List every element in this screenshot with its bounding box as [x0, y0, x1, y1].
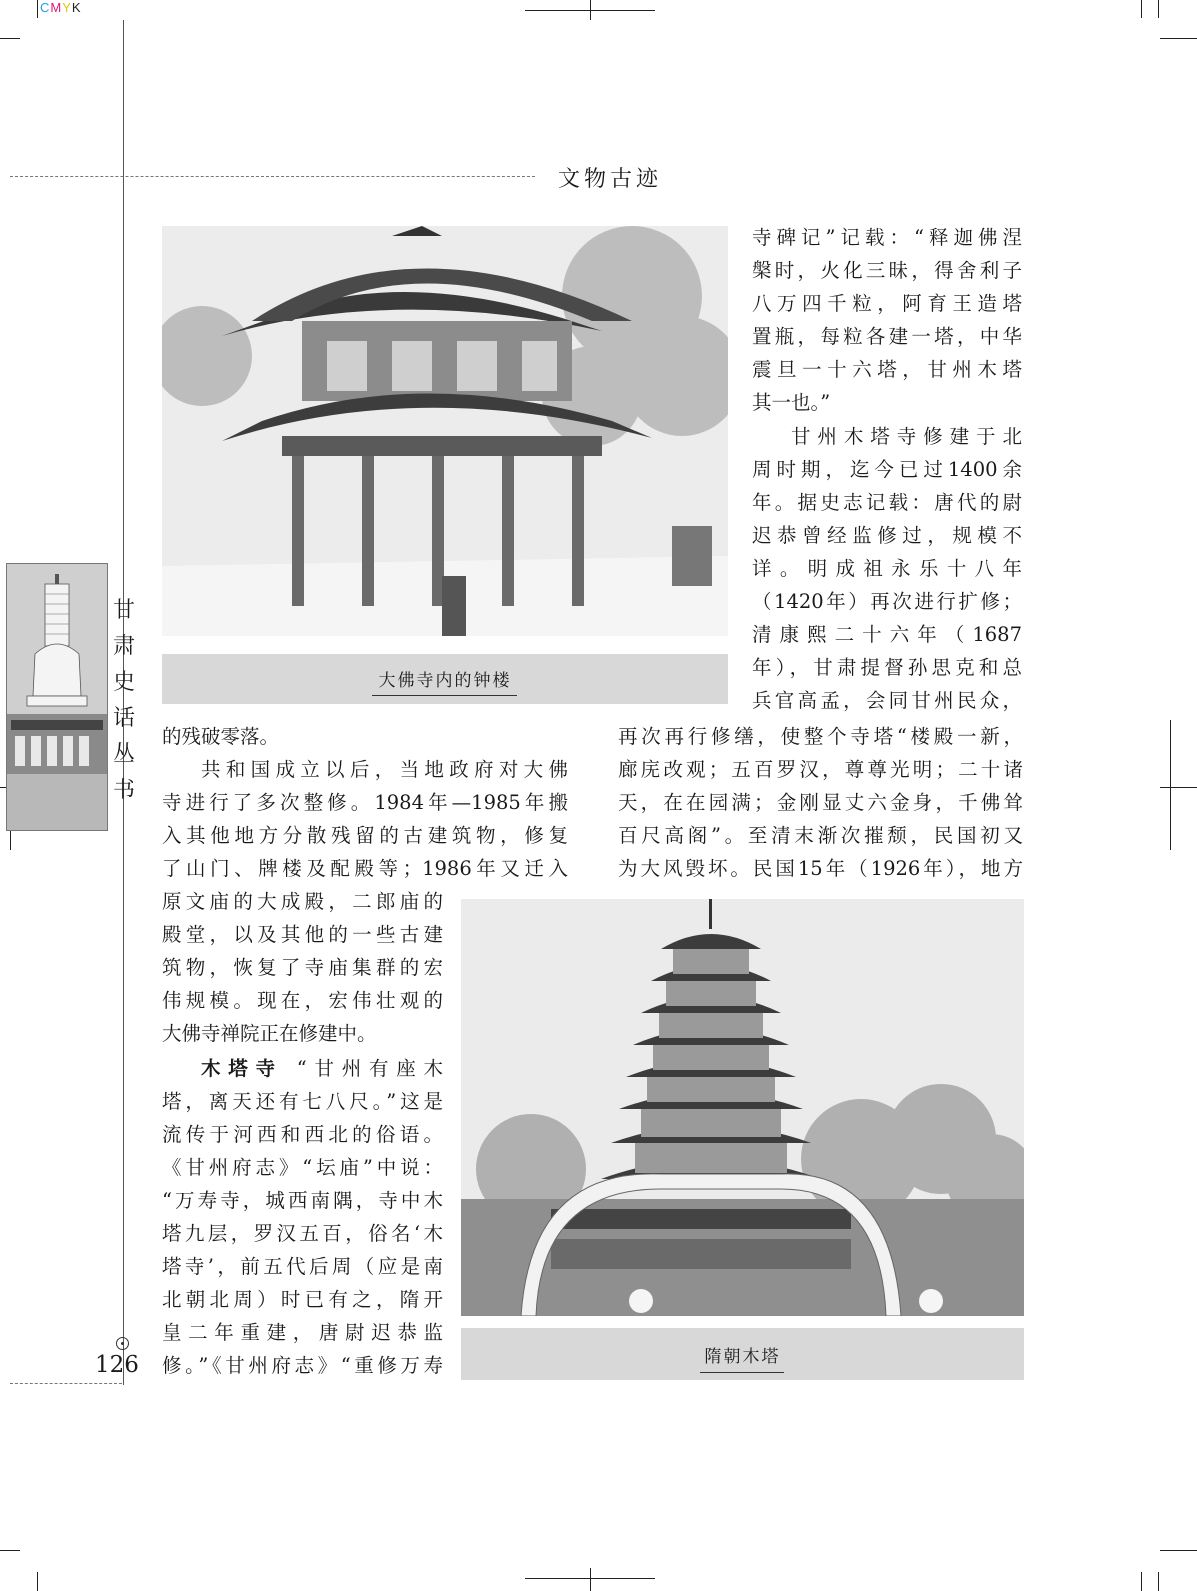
text-line: 年。据史志记载：唐代的尉	[752, 491, 1022, 514]
text-line: “万寿寺，城西南隅，寺中木	[162, 1189, 443, 1212]
text-line: （1420年）再次进行扩修；	[752, 590, 1022, 613]
text-line: 入其他地方分散残留的古建筑物，修复	[162, 824, 568, 847]
text-line: 置瓶，每粒各建一塔，中华	[752, 325, 1022, 348]
page-number: 126	[95, 1352, 139, 1378]
crop-mark-bc-v	[590, 1568, 591, 1591]
text-line: 塔九层，罗汉五百，俗名‘木	[162, 1222, 443, 1245]
text-line: 的残破零落。	[162, 725, 280, 748]
text-line: 共和国成立以后，当地政府对大佛	[201, 758, 568, 781]
text-line: 详。明成祖永乐十八年	[752, 557, 1022, 580]
series-title-vertical	[108, 593, 140, 809]
text-line: 筑物，恢复了寺庙集群的宏	[162, 956, 443, 979]
text-line: 甘州木塔寺修建于北	[791, 425, 1022, 448]
text-line: 周时期，迄今已过1400余	[752, 458, 1022, 481]
caption-rule-wooden-pagoda	[700, 1372, 784, 1373]
text-line: 其一也。”	[752, 391, 831, 414]
series-char: 丛	[112, 742, 135, 767]
text-line: 塔，离天还有七八尺。”这是	[162, 1090, 443, 1113]
text-line: 震旦一十六塔，甘州木塔	[752, 358, 1022, 381]
caption-bell-tower: 大佛寺内的钟楼	[378, 671, 512, 691]
caption-wooden-pagoda: 隋朝木塔	[704, 1347, 781, 1367]
cmyk-m: M	[50, 0, 63, 15]
crop-mark-tc-v	[590, 0, 591, 20]
paragraph-right-top	[752, 221, 1022, 419]
header-dashed-rule	[10, 176, 535, 177]
crop-mark-bl-h	[0, 1550, 20, 1551]
photo-wooden-pagoda	[461, 899, 1024, 1316]
series-char: 书	[112, 778, 135, 803]
text-line	[162, 1052, 443, 1085]
paragraph-left-narrow-1	[162, 885, 443, 1050]
crop-mark-bl-v	[37, 1572, 38, 1591]
text-line: 《甘州府志》“坛庙”中说：	[162, 1156, 443, 1179]
crop-mark-tr-h	[1160, 38, 1197, 39]
series-char: 史	[112, 670, 135, 695]
text-line: 寺进行了多次整修。1984年—1985年搬	[162, 791, 568, 814]
text-line: 天，在在园满；金刚显丈六金身，千佛耸	[618, 791, 1023, 814]
text-line: 修。”《甘州府志》“重修万寿	[162, 1354, 443, 1377]
text-line: 寺碑记”记载：“释迦佛涅	[752, 226, 1022, 249]
text-line: 迟恭曾经监修过，规模不	[752, 524, 1022, 547]
crop-mark-tr-v1	[1141, 0, 1142, 18]
page-ornament-icon	[116, 1337, 129, 1350]
text-line: 皇二年重建，唐尉迟恭监	[162, 1321, 443, 1344]
text-line: 槃时，火化三昧，得舍利子	[752, 259, 1022, 282]
photo-bell-tower	[162, 226, 728, 636]
crop-mark-br-v1	[1141, 1572, 1142, 1591]
text-line: 廊庑改观；五百罗汉，尊尊光明；二十诸	[618, 758, 1023, 781]
text-line: 年），甘肃提督孙思克和总	[752, 656, 1022, 679]
text-line: 大佛寺禅院正在修建中。	[162, 1022, 377, 1045]
crop-mark-mr-h	[1160, 787, 1197, 788]
crop-mark-mr-v	[1170, 720, 1171, 850]
paragraph-left-first	[162, 720, 582, 753]
text-line: 百尺高阁”。至清末渐次摧颓，民国初又	[618, 824, 1023, 847]
side-thumbnail-stupa	[6, 563, 108, 831]
text-line: 为大风毁坏。民国15年（1926年），地方	[618, 857, 1023, 880]
text-line: 再次再行修缮，使整个寺塔“楼殿一新，	[618, 725, 1023, 748]
paragraph-right-mid	[752, 420, 1022, 717]
series-char: 甘	[112, 598, 135, 623]
paragraph-right-wide	[618, 720, 1023, 885]
paragraph-mutasi	[162, 1052, 443, 1382]
text-line: 殿堂，以及其他的一些古建	[162, 923, 443, 946]
cmyk-c: C	[40, 0, 51, 15]
text-line: 了山门、牌楼及配殿等；1986年又迁入	[162, 857, 568, 880]
crop-mark-tl-h	[0, 38, 20, 39]
text-line: 北朝北周）时已有之，隋开	[162, 1288, 443, 1311]
text-line: 八万四千粒，阿育王造塔	[752, 292, 1022, 315]
crop-mark-br-h	[1160, 1550, 1197, 1551]
text-line: 伟规模。现在，宏伟壮观的	[162, 989, 443, 1012]
running-header: 文物古迹	[558, 167, 663, 192]
cmyk-registration	[40, 0, 82, 15]
heading-mutasi: 木塔寺	[201, 1057, 283, 1080]
crop-mark-br-v2	[1158, 1572, 1159, 1591]
text-line: 清康熙二十六年（1687	[752, 623, 1022, 646]
text-fragment: “甘州有座木	[296, 1057, 443, 1080]
text-line: 兵官高孟，会同甘州民众，	[752, 689, 1022, 712]
text-line: 原文庙的大成殿，二郎庙的	[162, 890, 443, 913]
text-line: 塔寺’，前五代后周（应是南	[162, 1255, 443, 1278]
crop-mark-tr-v2	[1158, 0, 1159, 18]
series-char: 肃	[112, 634, 135, 659]
caption-rule-bell-tower	[372, 695, 517, 696]
paragraph-left-2	[162, 753, 568, 885]
cmyk-y: Y	[62, 0, 72, 15]
text-line: 流传于河西和西北的俗语。	[162, 1123, 443, 1146]
crop-mark-tl-v	[37, 0, 38, 18]
cmyk-k: K	[71, 0, 82, 15]
series-char: 话	[112, 706, 135, 731]
footer-dashed-rule	[10, 1383, 122, 1384]
